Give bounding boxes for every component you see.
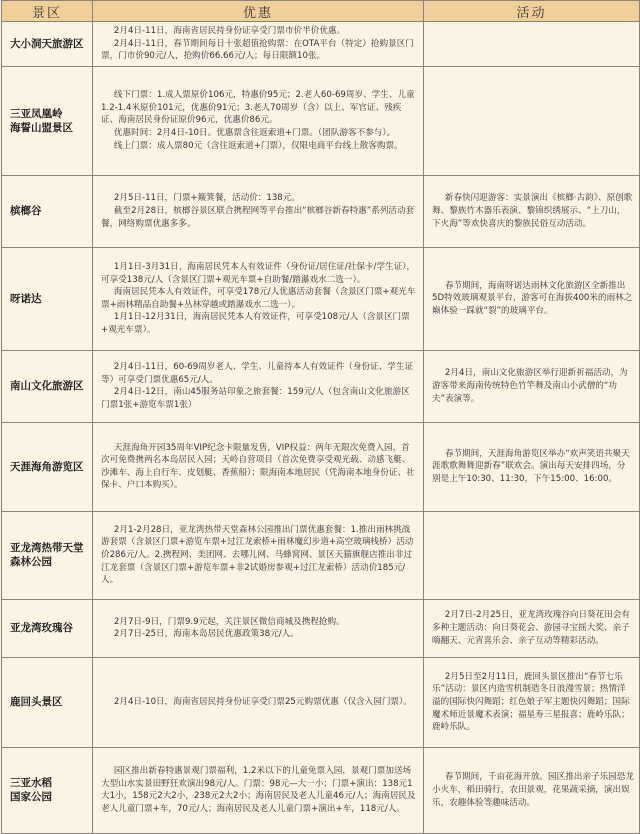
discount-cell [93, 599, 424, 657]
activity-paragraph: 春节期间，海南呀诺达雨林文化旅游区全新推出5D特效玻璃观景平台，游客可在海拔400米的雨林之巅体验一踩就“裂”的玻璃平台。 [432, 280, 633, 317]
table-row [2, 599, 640, 657]
discount-cell [93, 175, 424, 247]
table-row [2, 66, 640, 175]
discount-paragraph: 2月1-2月28日，亚龙湾热带天堂森林公园推出门票优惠套餐：1.推出雨林挑战游套票（含景区门票+游览车票+过江龙索桥+雨林魔幻步道+高空玻璃栈桥）活动价286元/人。2.携程网、美团网、去哪儿网、马蜂窝网、景区天猫旗舰店推出非过江龙套票（含景区门票+游览车票+非2试婚房参观+过江龙索桥）活动价185元/人。 [101, 524, 414, 586]
discount-cell [93, 747, 424, 833]
discount-paragraph: 线上门票：成人票80元（含往返索道+门票），仅限电商平台线上散客购票。 [113, 140, 403, 151]
activity-paragraph: 春节期间，天涯海角游览区举办“欢声笑语共聚天涯歌歌舞舞迎新春”联欢会。演出每天安排四场，分别是上午10:30、11:30，下午15:00、16:00。 [432, 448, 630, 485]
table-row [2, 657, 640, 747]
table-row [2, 247, 640, 350]
discount-cell [93, 511, 424, 599]
activity-cell [424, 657, 640, 747]
table-row [2, 22, 640, 67]
activity-paragraph: 2月4日，南山文化旅游区举行迎新祈福活动，为游客带来海南传统特色竹竿舞及南山小武僧的“功夫”表演等。 [432, 368, 628, 404]
discount-paragraph: 海南居民凭本人有效证件，可享受178元/人优惠活动套餐（含景区门票+观光车票+雨林精品自助餐+丛林穿越或踏瀑戏水二选一）。 [101, 287, 416, 310]
activity-cell [424, 747, 640, 833]
scenic-name: 鹿回头景区 [2, 657, 93, 747]
scenic-name: 呀诺达 [2, 247, 93, 350]
activity-paragraph: 2月5日至2月11日，鹿回头景区推出“春节七乐乐”活动：景区内造雪机制造冬日浪漫雪景；热情洋溢的国际快闪舞蹈；红色娘子军主题快闪舞蹈；国际魔术师近景魔术表演；福星寿三星报喜；鹿岭乐队；鹿岭乐队。 [432, 671, 630, 733]
table-header-row [2, 1, 640, 22]
promo-table [1, 0, 640, 834]
discount-paragraph: 2月4日-11日，60-69周岁老人、学生、儿童持本人有效证件（身份证、学生证等）可享受门票优惠65元/人。 [101, 362, 414, 385]
activity-cell [424, 422, 640, 511]
activity-cell [424, 175, 640, 247]
table-row [2, 422, 640, 511]
discount-cell [93, 350, 424, 422]
discount-paragraph: 优惠时间：2月4日-10日。优惠票含往返索道+门票。（团队游客不参与）。 [113, 128, 396, 139]
discount-paragraph: 线下门票：1.成人票原价106元，特惠价95元；2.老人60-69周岁、学生、儿童1.2-1.4米原价101元，优惠价91元；3.老人70周岁（含）以上、军官证、残疾证、海南居民身份证原价96元，优惠价86元。 [101, 90, 415, 126]
activity-paragraph: 新春快闪迎游客：实景演出《槟榔·古韵》、原创歌舞、黎族竹木器乐表演、黎锦织绣展示、“上刀山，下火海”等欢快喜庆的黎族民俗互动活动。 [432, 193, 633, 229]
table-row [2, 747, 640, 833]
discount-cell [93, 22, 424, 67]
scenic-name: 三亚水稻 国家公园 [2, 747, 93, 833]
discount-paragraph: 2月4日-11日，海南省居民持身份证享受门票市价半价优惠。 [113, 26, 346, 36]
discount-paragraph: 2月4日-11日，春节期间每日十张超值抢购票：在OTA平台（特定）抢购景区门票，门市价90元/人，抢购价66.66元/人；每日限额10张。 [101, 38, 414, 62]
discount-paragraph: 1月1日-12月31日，海南居民凭本人有效证件，可享受108元/人（含景区门票+观光车票）。 [101, 312, 410, 335]
discount-cell [93, 247, 424, 350]
activity-cell [424, 350, 640, 422]
discount-paragraph: 园区推出新春特惠景观门票福利，1.2米以下的儿童免票入园，景观门票加送场大型山水实景田野狂欢演出98元/人。门票：98元—大一小；门票+演出：138元1大1小，158元2大2小，238元2大2小；海南居民及老人儿童46元/人；海南居民及老人儿童门票+车，70元/人；海南居民及老人儿童门票+演出+车，118元/人。 [101, 766, 416, 814]
discount-paragraph: 2月7日-25日，海南本岛居民优惠政策38元/人。 [113, 629, 299, 640]
discount-paragraph: 天涯海角开园35周年VIP纪念卡限量发售，VIP权益：两年无限次免费入园，首次可免费携两名本岛居民入园；天岭自营项目（首次免费享受观光载、动感飞艇、沙滩车、海上自行车、皮划艇、香蕉船）；限海南本地居民（凭海南本地身份证、社保卡、户口本购买）。 [101, 442, 415, 491]
header-activity: 活动 [424, 1, 640, 22]
activity-paragraph: 2月7日-2月25日，亚龙湾玫瑰谷向日葵花田会有多种主题活动：向日葵花会、游园寻宝摇大奖、亲子嗨翻天、元宵喜乐会、亲子互动等精彩活动。 [432, 610, 631, 646]
scenic-name: 亚龙湾玫瑰谷 [2, 599, 93, 657]
scenic-name: 南山文化旅游区 [2, 350, 93, 422]
scenic-name: 槟榔谷 [2, 175, 93, 247]
activity-cell [424, 511, 640, 599]
scenic-name: 亚龙湾热带天堂 森林公园 [2, 511, 93, 599]
scenic-name: 三亚凤凰岭 海誓山盟景区 [2, 66, 93, 175]
table-row [2, 511, 640, 599]
table-row [2, 175, 640, 247]
activity-cell [424, 599, 640, 657]
activity-cell [424, 22, 640, 67]
activity-cell [424, 66, 640, 175]
discount-paragraph: 2月4日-10日，海南省居民持身份证享受门票25元购票优惠（仅含入园门票）。 [113, 696, 412, 707]
header-discount: 优惠 [93, 1, 424, 22]
discount-paragraph: 2月4日-12日，南山45服务站印象之旅套餐：159元/人（包含南山文化旅游区门票1张+游览车票1张） [101, 387, 410, 410]
discount-paragraph: 1月1日-3月31日，海南居民凭本人有效证件（身份证/居住证/社保卡/学生证），可享受138元/人（含景区门票+观光车票+自助餐/踏瀑戏水二选一）。 [101, 262, 416, 285]
table-row [2, 350, 640, 422]
discount-cell [93, 66, 424, 175]
scenic-name: 天涯海角游览区 [2, 422, 93, 511]
header-scenic: 景区 [2, 1, 93, 22]
activity-cell [424, 247, 640, 350]
scenic-name: 大小洞天旅游区 [2, 22, 93, 67]
discount-paragraph: 截至2月28日，槟榔谷景区联合携程网等平台推出“槟榔谷新春特惠”系列活动套餐，网络购票优惠多多。 [101, 205, 415, 229]
activity-paragraph: 春节期间，千亩花海开放。园区推出亲子乐园恐龙小火车，稻田骑行，农田景观，花果蔬采摘，演出娱乐，农趣体验等趣味活动。 [432, 772, 634, 808]
discount-paragraph: 2月5日-11日，门票+簸箕餐，活动价：138元。 [113, 193, 300, 204]
discount-paragraph: 2月7日-9日，门票9.9元起，关注景区微信商城及携程抢购。 [113, 616, 345, 627]
discount-cell [93, 422, 424, 511]
discount-cell [93, 657, 424, 747]
